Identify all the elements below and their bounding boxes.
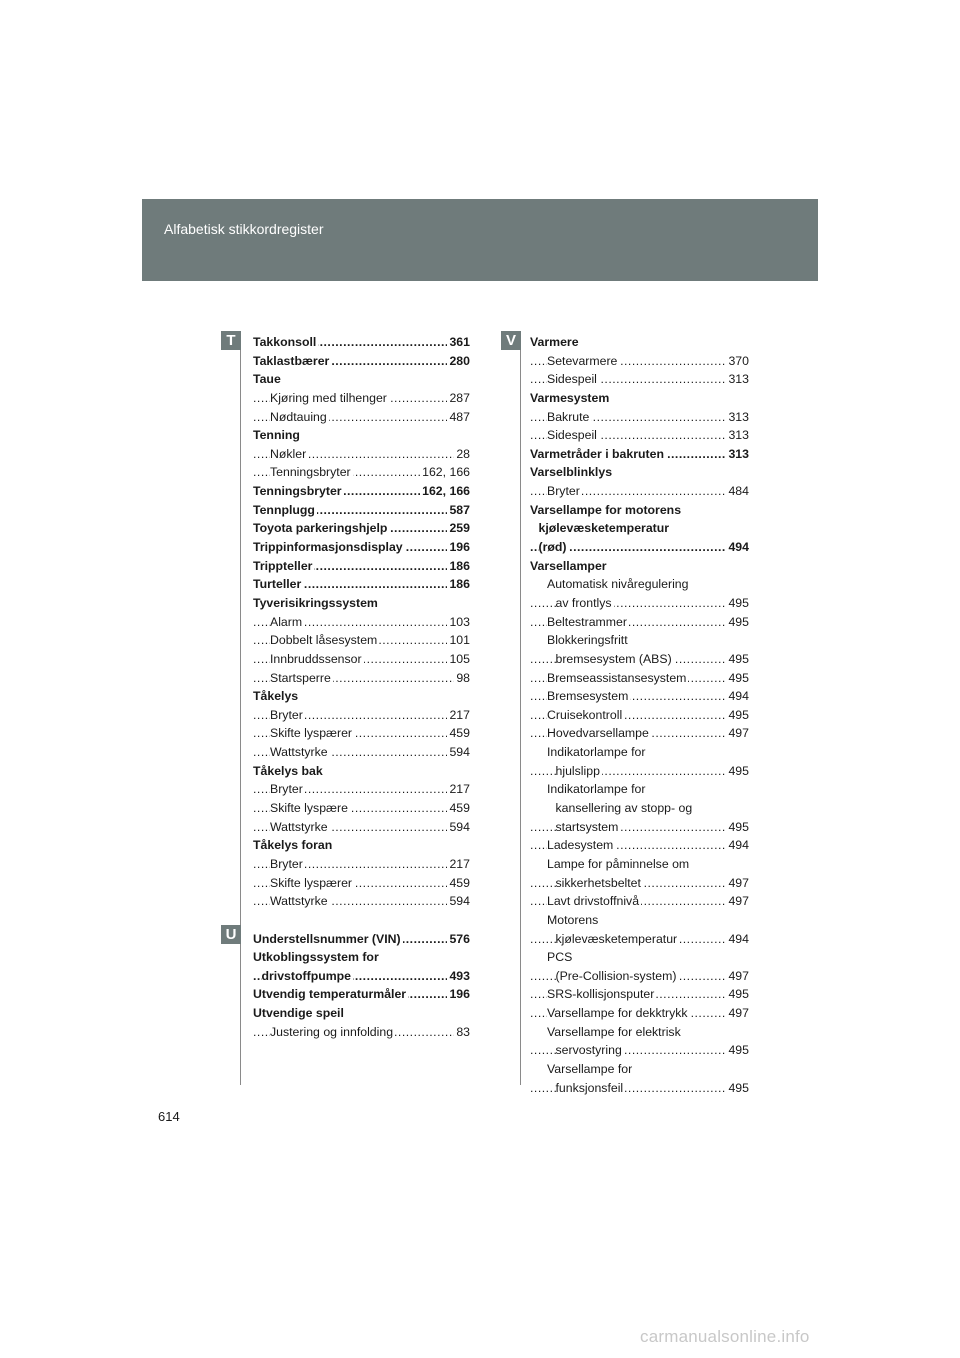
index-entry — [530, 911, 749, 930]
index-entry-page: 101 — [447, 631, 470, 650]
index-column-left — [253, 333, 470, 1041]
index-entry-page: 186 — [447, 575, 470, 594]
index-entry — [253, 762, 470, 781]
index-entry-label: Trippinformasjonsdisplay — [253, 540, 403, 555]
index-entry — [253, 501, 470, 520]
index-entry — [253, 687, 470, 706]
index-entry-label: Varmere — [530, 335, 579, 349]
index-entry-page: 162, 166 — [420, 482, 470, 501]
index-entry-page: 495 — [726, 706, 749, 725]
index-entry — [530, 1079, 749, 1098]
index-entry — [253, 985, 470, 1004]
index-entry-label: Toyota parkeringshjelp — [253, 521, 388, 536]
index-entry — [530, 836, 749, 855]
index-entry-label: Kjøring med tilhenger — [270, 390, 387, 405]
index-entry-label: Utvendig temperaturmåler — [253, 987, 407, 1002]
section-tab-u: U — [221, 925, 241, 944]
index-entry — [530, 370, 749, 389]
index-entry-page: 497 — [726, 1004, 749, 1023]
index-entry — [253, 333, 470, 352]
index-entry — [253, 482, 470, 501]
index-entry-page: 493 — [447, 967, 470, 986]
index-entry-label: drivstoffpumpe — [261, 968, 351, 983]
index-entry-label: Skifte lyspærer — [270, 726, 353, 741]
index-entry — [530, 743, 749, 762]
index-entry-page: 495 — [726, 762, 749, 781]
index-entry — [253, 967, 470, 986]
index-entry — [530, 780, 749, 799]
index-entry-label: Bryter — [547, 484, 580, 499]
index-entry-label: Nøkler — [270, 446, 307, 461]
index-entry-page: 494 — [726, 930, 749, 949]
index-entry-label: Dobbelt låsesystem — [270, 633, 378, 648]
index-entry-page: 594 — [447, 743, 470, 762]
index-entry-label: Lampe for påminnelse om — [547, 856, 690, 871]
index-entry-page: 28 — [454, 445, 470, 464]
index-entry-label: hjulslipp — [555, 763, 600, 778]
index-entry-page: 217 — [447, 855, 470, 874]
index-entry — [253, 669, 470, 688]
index-entry-label: Automatisk nivåregulering — [547, 577, 689, 592]
index-entry-label: Wattstyrke — [270, 894, 328, 909]
index-entry-page: 98 — [454, 669, 470, 688]
index-entry — [530, 408, 749, 427]
index-entry-label: Sidespeil — [547, 428, 597, 443]
index-entry — [530, 1041, 749, 1060]
section-header — [142, 199, 818, 281]
index-entry-label: Alarm — [270, 614, 303, 629]
index-entry — [530, 519, 749, 538]
index-entry — [253, 930, 470, 949]
left-column-divider — [240, 333, 241, 1085]
index-entry — [530, 650, 749, 669]
index-entry — [253, 743, 470, 762]
index-entry-page: 494 — [726, 687, 749, 706]
index-entry-page: 497 — [726, 967, 749, 986]
index-entry-label: Sidespeil — [547, 372, 597, 387]
index-entry-label: startsystem — [555, 819, 619, 834]
index-entry — [253, 408, 470, 427]
index-entry-page: 497 — [726, 892, 749, 911]
index-entry-label: Tennplugg — [253, 502, 315, 517]
index-entry-label: Varselblinklys — [530, 465, 613, 480]
index-entry-label: Trippteller — [253, 558, 313, 573]
index-entry — [253, 352, 470, 371]
index-entry — [530, 482, 749, 501]
index-entry-label: Understellsnummer (VIN) — [253, 931, 401, 946]
index-entry-page: 259 — [447, 519, 470, 538]
index-entry-label: kjølevæsketemperatur — [538, 521, 670, 536]
index-entry-label: Varsellampe for elektrisk — [547, 1024, 681, 1039]
index-entry-label — [253, 913, 255, 927]
index-entry-label: Cruisekontroll — [547, 707, 623, 722]
index-entry-page: 162, 166 — [420, 463, 470, 482]
index-entry-label: Varmesystem — [530, 390, 610, 405]
index-entry — [530, 463, 749, 482]
index-entry — [253, 724, 470, 743]
index-entry-page: 495 — [726, 1079, 749, 1098]
index-entry-page: 495 — [726, 594, 749, 613]
index-entry — [253, 836, 470, 855]
index-entry-label: SRS-kollisjonsputer — [547, 987, 655, 1002]
index-entry — [253, 799, 470, 818]
index-entry-page: 495 — [726, 818, 749, 837]
index-entry-label: Justering og innfolding — [270, 1024, 394, 1039]
index-entry — [530, 855, 749, 874]
index-entry-label: Varsellampe for dekktrykk — [547, 1006, 688, 1021]
index-entry-page: 459 — [447, 874, 470, 893]
index-entry — [530, 967, 749, 986]
index-entry-page: 370 — [726, 352, 749, 371]
index-entry-page: 313 — [726, 426, 749, 445]
index-entry — [530, 948, 749, 967]
index-entry — [253, 538, 470, 557]
index-entry-label: Bryter — [270, 782, 303, 797]
index-entry-page: 487 — [447, 408, 470, 427]
index-entry — [530, 818, 749, 837]
index-entry-page: 495 — [726, 613, 749, 632]
index-entry-label: (rød) — [538, 540, 567, 555]
header-title: Alfabetisk stikkordregister — [164, 221, 324, 237]
index-entry-label: Varsellamper — [530, 558, 607, 573]
index-entry-page: 494 — [726, 538, 749, 557]
page-number: 614 — [158, 1109, 180, 1124]
index-entry-page: 576 — [447, 930, 470, 949]
index-entry-label: Varsellampe for motorens — [530, 502, 682, 517]
index-entry-label: (Pre-Collision-system) — [555, 968, 677, 983]
index-entry — [530, 985, 749, 1004]
watermark: carmanualsonline.info — [640, 1327, 810, 1346]
index-entry-page: 105 — [447, 650, 470, 669]
index-entry-page: 196 — [447, 985, 470, 1004]
index-entry-label: Tåkelys bak — [253, 763, 323, 778]
index-entry-page: 83 — [454, 1023, 470, 1042]
index-entry-label: PCS — [547, 950, 573, 965]
index-entry-page: 495 — [726, 1041, 749, 1060]
index-entry-label: Bakrute — [547, 409, 590, 424]
index-entry — [530, 1004, 749, 1023]
index-entry-page: 313 — [726, 370, 749, 389]
index-entry-label: Indikatorlampe for — [547, 745, 646, 760]
index-entry — [253, 1004, 470, 1023]
index-entry-page: 459 — [447, 724, 470, 743]
index-entry-label: Tenning — [253, 428, 300, 443]
index-entry-label: Utvendige speil — [253, 1006, 344, 1021]
index-entry — [530, 874, 749, 893]
index-entry — [530, 594, 749, 613]
index-entry-label: kjølevæsketemperatur — [555, 931, 678, 946]
index-entry — [253, 370, 470, 389]
index-entry — [530, 352, 749, 371]
index-entry — [253, 892, 470, 911]
index-entry — [253, 874, 470, 893]
index-entry-label: Blokkeringsfritt — [547, 633, 628, 648]
index-entry-label: funksjonsfeil — [555, 1080, 624, 1095]
index-entry — [530, 762, 749, 781]
index-entry-label: Wattstyrke — [270, 819, 328, 834]
index-entry-page: 196 — [447, 538, 470, 557]
index-entry-page: 217 — [447, 780, 470, 799]
index-entry-label: Bremseassistansesystem — [547, 670, 687, 685]
index-entry-label: Motorens — [547, 912, 599, 927]
index-entry-label: Tenningsbryter — [253, 484, 342, 499]
index-entry — [253, 463, 470, 482]
index-entry — [253, 631, 470, 650]
index-entry — [530, 669, 749, 688]
index-entry-label: bremsesystem (ABS) — [555, 651, 672, 666]
index-entry — [253, 519, 470, 538]
index-entry-label: Skifte lyspærer — [270, 875, 353, 890]
index-entry-label: Takkonsoll — [253, 335, 317, 349]
index-entry-page: 103 — [447, 613, 470, 632]
index-entry-label: Tyverisikringssystem — [253, 595, 378, 610]
index-entry-label: Bremsesystem — [547, 689, 629, 704]
index-entry-label: Lavt drivstoffnivå — [547, 894, 640, 909]
index-entry — [253, 706, 470, 725]
index-entry-label: Startsperre — [270, 670, 331, 685]
index-entry — [530, 724, 749, 743]
index-entry-label: kansellering av stopp- og — [555, 801, 693, 816]
index-entry-label: Setevarmere — [547, 353, 618, 368]
index-entry-page: 280 — [447, 352, 470, 371]
index-column-right — [530, 333, 749, 1097]
index-entry — [253, 780, 470, 799]
index-entry — [253, 650, 470, 669]
index-entry-page: 495 — [726, 669, 749, 688]
index-entry-page: 497 — [726, 874, 749, 893]
index-entry-label: Taklastbærer — [253, 353, 330, 368]
index-entry — [530, 799, 749, 818]
index-entry-page: 313 — [726, 408, 749, 427]
index-entry-label: Beltestrammer — [547, 614, 627, 629]
index-entry-label: Wattstyrke — [270, 745, 328, 760]
index-entry — [253, 855, 470, 874]
index-entry-label: av frontlys — [555, 595, 612, 610]
index-entry-label: Varsellampe for — [547, 1061, 633, 1076]
index-entry-page: 287 — [447, 389, 470, 408]
index-entry-label: Utkoblingssystem for — [253, 950, 379, 965]
index-entry-page: 587 — [447, 501, 470, 520]
index-entry-page: 313 — [726, 445, 749, 464]
index-entry — [530, 706, 749, 725]
index-entry — [530, 333, 749, 352]
index-entry — [530, 687, 749, 706]
index-entry-page: 494 — [726, 836, 749, 855]
index-entry — [530, 613, 749, 632]
index-entry — [253, 594, 470, 613]
middle-column-divider — [520, 333, 521, 1085]
index-entry — [253, 557, 470, 576]
index-entry — [530, 575, 749, 594]
index-entry-label: Hovedvarsellampe — [547, 726, 649, 741]
index-entry — [530, 1023, 749, 1042]
index-entry-label: Nødtauing — [270, 409, 327, 424]
index-entry-label: Tenningsbryter — [270, 465, 351, 480]
index-entry — [253, 613, 470, 632]
index-entry — [530, 892, 749, 911]
index-entry — [253, 445, 470, 464]
index-entry — [530, 1060, 749, 1079]
index-entry-label: Skifte lyspære — [270, 801, 348, 816]
index-entry — [253, 1023, 470, 1042]
index-entry-page: 217 — [447, 706, 470, 725]
index-entry — [530, 389, 749, 408]
index-entry-page: 495 — [726, 985, 749, 1004]
index-entry-label: servostyring — [555, 1043, 622, 1058]
index-entry-label: Indikatorlampe for — [547, 782, 646, 797]
index-entry — [253, 426, 470, 445]
index-entry — [253, 389, 470, 408]
index-entry-label: Varmetråder i bakruten — [530, 446, 664, 461]
index-entry-label: Taue — [253, 372, 281, 387]
index-entry-label: Ladesystem — [547, 838, 614, 853]
index-entry-page: 459 — [447, 799, 470, 818]
section-tab-v: V — [501, 331, 521, 350]
index-entry — [253, 948, 470, 967]
index-entry — [253, 911, 470, 930]
index-entry-page: 594 — [447, 892, 470, 911]
index-entry-label: Turteller — [253, 577, 302, 592]
index-entry — [530, 501, 749, 520]
index-entry-label: Bryter — [270, 856, 303, 871]
index-entry-page: 484 — [726, 482, 749, 501]
index-entry-page: 186 — [447, 557, 470, 576]
index-entry-label: Bryter — [270, 707, 303, 722]
section-tab-t: T — [221, 331, 241, 350]
index-entry — [530, 538, 749, 557]
index-entry-label: Innbruddssensor — [270, 651, 362, 666]
index-entry — [253, 575, 470, 594]
index-entry — [530, 426, 749, 445]
index-entry — [530, 631, 749, 650]
index-entry-label: Tåkelys — [253, 689, 299, 704]
index-entry — [253, 818, 470, 837]
index-entry-page: 495 — [726, 650, 749, 669]
index-entry-page: 361 — [447, 333, 470, 352]
index-entry-label: Tåkelys foran — [253, 838, 333, 853]
index-entry-page: 594 — [447, 818, 470, 837]
index-entry — [530, 557, 749, 576]
index-entry-page: 497 — [726, 724, 749, 743]
index-entry — [530, 930, 749, 949]
index-entry — [530, 445, 749, 464]
index-entry-label: sikkerhetsbeltet — [555, 875, 641, 890]
